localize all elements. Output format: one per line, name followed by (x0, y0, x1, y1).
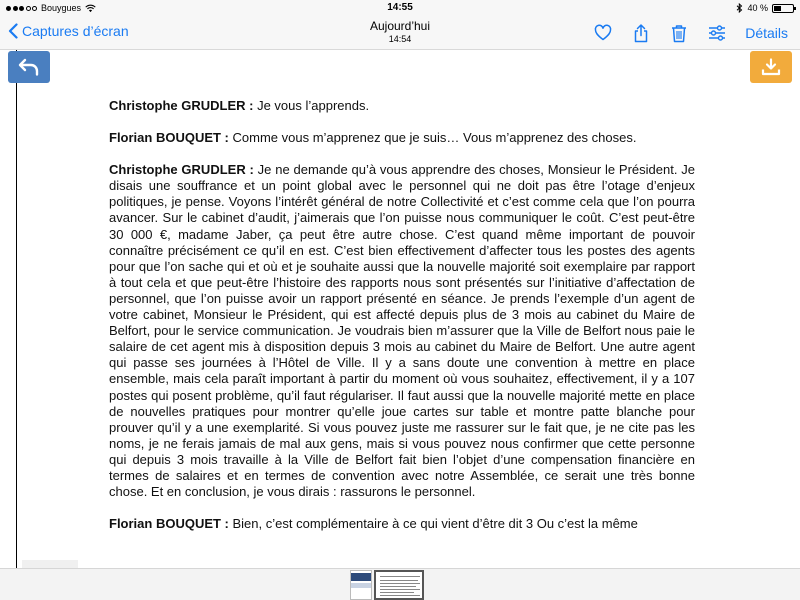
navigation-bar (0, 16, 800, 50)
nav-actions (593, 23, 788, 43)
status-right (736, 3, 794, 13)
document-view[interactable] (0, 50, 800, 568)
speech-text: Comme vous m’apprenez que je suis… Vous m’apprenez des choses. (228, 130, 637, 146)
thumbnail-strip[interactable] (0, 568, 800, 600)
details-button[interactable]: Détails (745, 25, 788, 41)
paragraph (109, 98, 695, 114)
thumbnail-previous[interactable] (350, 570, 372, 600)
speaker-name: Christophe GRUDLER : (109, 162, 254, 178)
battery-icon (772, 4, 794, 13)
undo-button[interactable] (8, 51, 50, 83)
bluetooth-icon (736, 3, 743, 13)
paragraph-partial (109, 516, 695, 533)
speaker-name: Florian BOUQUET : (109, 130, 229, 146)
speech-text: Bien, c’est complémentaire à ce qui vient d’être dit 3 Ou c’est la même (228, 516, 638, 532)
download-button[interactable] (750, 51, 792, 83)
page-margin-line (16, 50, 17, 568)
carrier-label: Bouygues (41, 3, 82, 13)
status-bar (0, 0, 800, 16)
nav-subtitle: 14:54 (388, 34, 412, 44)
paragraph (109, 130, 695, 146)
download-icon (761, 58, 781, 76)
undo-arrow-icon (18, 58, 40, 76)
share-icon[interactable] (631, 23, 651, 43)
speaker-name: Christophe GRUDLER : (109, 98, 254, 113)
speaker-name: Florian BOUQUET : (109, 516, 229, 532)
thumbnail-current[interactable] (374, 570, 424, 600)
back-label: Captures d’écran (22, 23, 129, 39)
trash-icon[interactable] (669, 23, 689, 43)
nav-title: Aujourd’hui (369, 19, 431, 33)
speech-text: Je vous l’apprends. (253, 98, 370, 113)
speech-text: Je ne demande qu’à vous apprendre des choses, Monsieur le Président. Je disais une souffrance et un point global avec le personnel qui ne doit pas être l’otage d’enjeux politiques, je pense. Voyons l’intérêt général de notre Collectivité et c’est comme cela que l’on pourra avancer. Sur le cabinet d’audit, j’aimerais que l’on puisse nous communiquer le coût. C’est peut-être 30 000 €, madame Jaber, ça peut être autre chose. C’est quand même important de pouvoir connaître précisément ce qu’il en est. C’est bien effectivement d’affecter tous les postes des agents pour que l’on sache qui et où et je souhaite aussi que la nouvelle majorité soit exemplaire par rapport à tout cela et que peut-être l’histoire des rapports nous sont présentés sur l’initiative d’affectation de personnel, que l’on puisse avoir un rapport présenté en séance. Je prends l’exemple d’un agent de votre cabinet, Monsieur le Président, qui est affecté depuis plus de 3 mois au cabinet du Maire de Belfort, pour le service communication. Je voudrais bien m’assurer que la Ville de Belfort nous paie le salaire de cet agent mis à disposition depuis 3 mois au cabinet du Maire de Belfort. Une autre agent qui passe ses journées à l’Hôtel de Ville. Il y a sans doute une convention à mettre en place ensemble, mais cela paraît important à partir du moment où vous souhaitez, effectivement, il y a 107 postes qui posent problème, qu’il faut régulariser. Il faut aussi que la nouvelle majorité mette en place de nouvelles pratiques pour montrer qu’elle joue cartes sur table et montre patte blanche pour prouver qu’il y a une exemplarité. Si vous pouvez juste me rassurer sur le fait que, je ne cite pas les noms, je ne ferais jamais de mal aux gens, mais si vous pouvez nous confirmer que cette personne qui depuis 3 mois travaille à la Ville de Belfort fait bien l’objet d’une compensation financière en termes de salaires et en termes de convention avec notre Assemblée, ce serait une très bonne chose. Et en conclusion, je vous dirais : rassurons le personnel. (109, 162, 695, 500)
sliders-icon[interactable] (707, 23, 727, 43)
status-time: 14:55 (387, 2, 413, 13)
battery-level (774, 6, 781, 11)
paragraph (109, 162, 695, 500)
transcript-text (109, 98, 695, 549)
battery-percent: 40 % (747, 3, 768, 13)
thumbnails (350, 570, 424, 600)
heart-icon[interactable] (593, 23, 613, 43)
